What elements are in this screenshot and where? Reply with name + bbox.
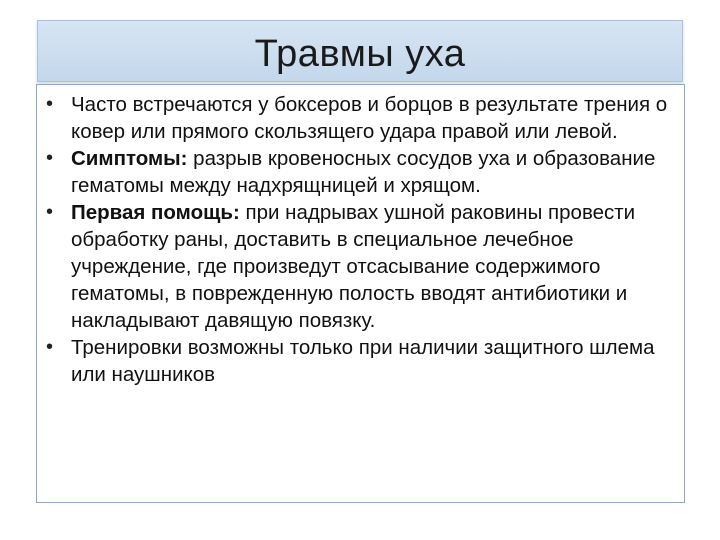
bullet-item-2 bbox=[37, 145, 684, 199]
title-box bbox=[37, 20, 683, 82]
bullet-heading: Первая помощь: bbox=[71, 201, 240, 224]
bullet-item-3 bbox=[37, 199, 684, 334]
bullet-text: Часто встречаются у боксеров и борцов в результате трения о ковер или прямого скользящего удара правой или левой. bbox=[71, 93, 668, 143]
bullet-item-4 bbox=[37, 334, 684, 388]
bullet-text: Тренировки возможны только при наличии защитного шлема или наушников bbox=[71, 336, 655, 386]
bullet-dot-icon: • bbox=[46, 93, 54, 115]
bullet-text: разрыв кровеносных сосудов уха и образование гематомы между надхрящницей и хрящом. bbox=[71, 147, 656, 197]
content-box bbox=[36, 84, 685, 503]
bullet-item-1 bbox=[37, 91, 684, 145]
bullet-dot-icon: • bbox=[46, 336, 54, 358]
bullet-dot-icon: • bbox=[46, 201, 54, 223]
bullet-dot-icon: • bbox=[46, 147, 54, 169]
bullet-heading: Симптомы: bbox=[71, 147, 188, 170]
bullet-list bbox=[37, 91, 684, 388]
bullet-text: при надрывах ушной раковины провести обработку раны, доставить в специальное лечебное учреждение, где произведут отсасывание содержимого гематомы, в поврежденную полость вводят антибиотики и накладывают давящую повязку. bbox=[71, 201, 636, 332]
slide-title: Травмы уха bbox=[254, 33, 466, 75]
